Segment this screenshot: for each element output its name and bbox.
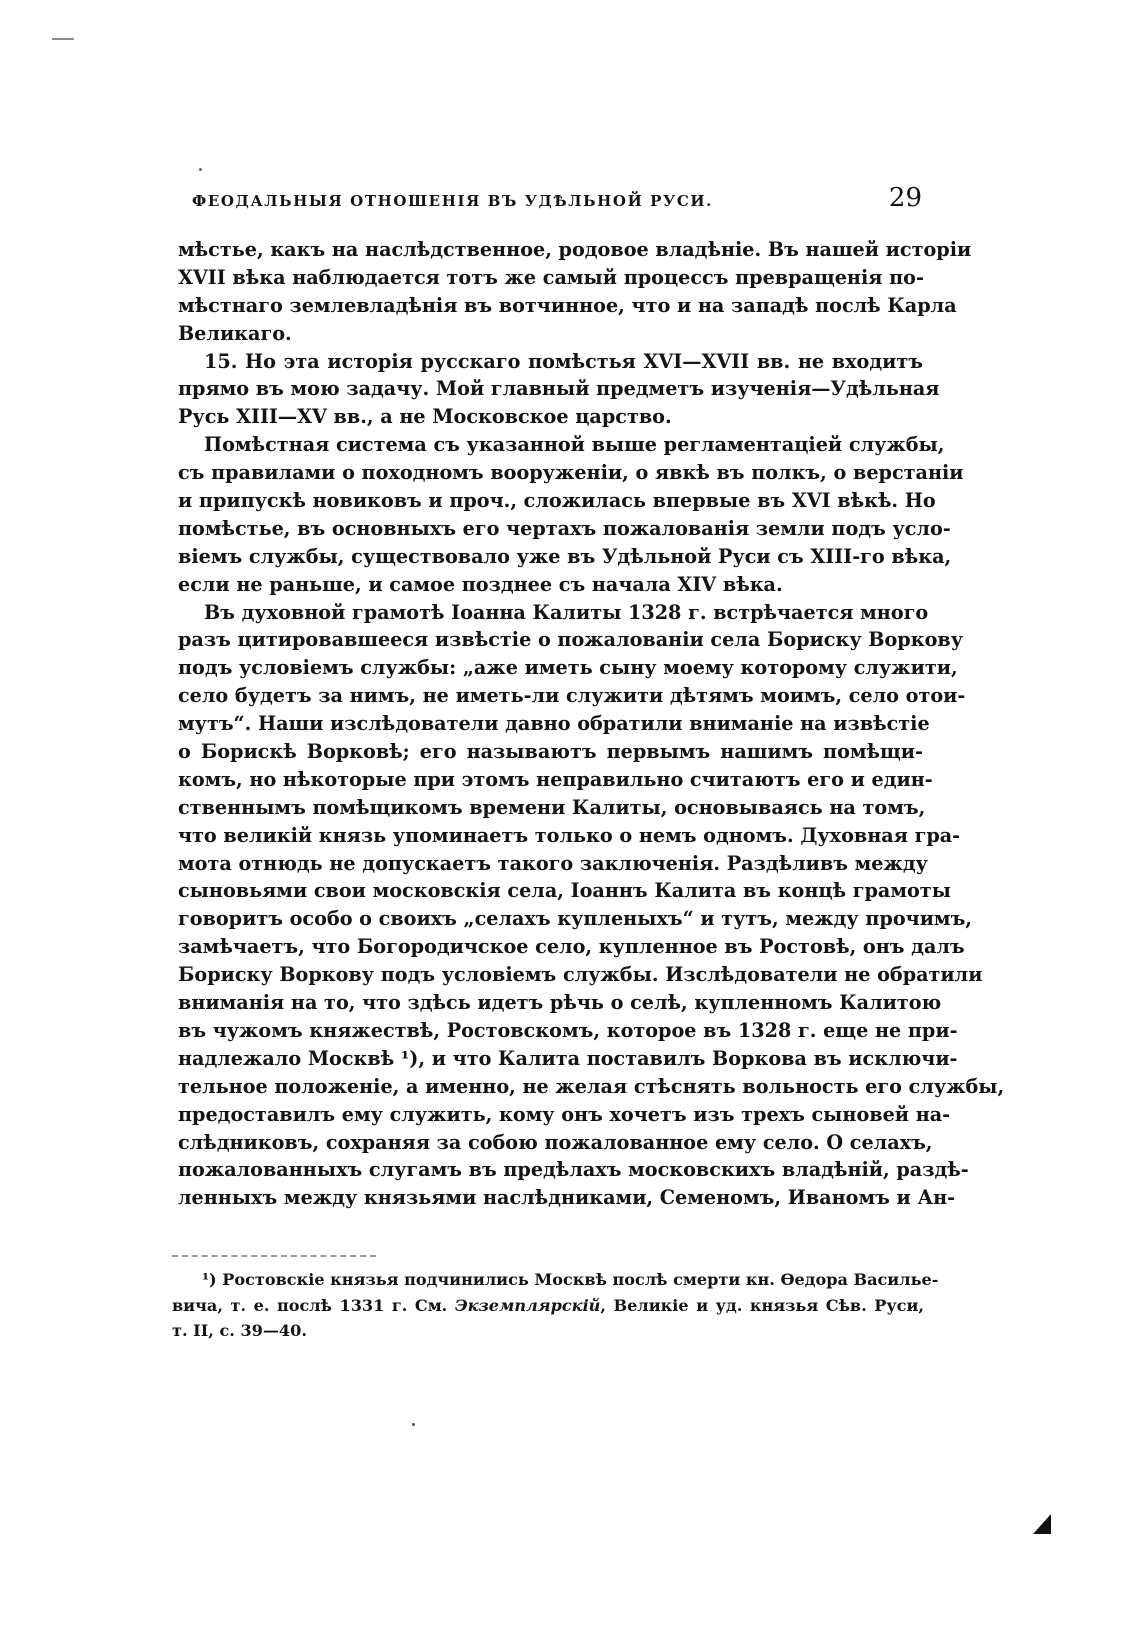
text-line: Русь XIII—XV вв., а не Московское царство.: [178, 405, 672, 429]
text-line: село будетъ за нимъ, не иметь-ли служити дѣтямъ моимъ, село отои-: [178, 684, 966, 708]
text-line: и припускѣ новиковъ и проч., сложилась впервые въ XVI вѣкѣ. Но: [178, 489, 936, 513]
footnote-rule: [172, 1255, 376, 1257]
text-line: віемъ службы, существовало уже въ Удѣльной Руси съ XIII-го вѣка,: [178, 544, 952, 568]
text-line: пожалованныхъ слугамъ въ предѣлахъ московскихъ владѣній, раздѣ-: [178, 1158, 969, 1182]
footnote: [172, 1267, 939, 1344]
text-line: ленныхъ между князьями наслѣдниками, Семеномъ, Иваномъ и Ан-: [178, 1186, 956, 1210]
text-line: разъ цитировавшееся извѣстіе о пожалованіи села Бориску Воркову: [178, 628, 963, 652]
text-line: въ чужомъ княжествѣ, Ростовскомъ, которое въ 1328 г. еще не при-: [178, 1018, 958, 1042]
text-line: Великаго.: [178, 321, 292, 345]
scan-corner-mark: [1033, 1514, 1051, 1534]
body-text: [178, 236, 1005, 1212]
text-line: если не раньше, и самое позднее съ начала XIV вѣка.: [178, 572, 783, 596]
text-line: мѣстье, какъ на наслѣдственное, родовое владѣніе. Въ нашей исторіи: [178, 238, 972, 261]
scan-dot-mark: [199, 168, 202, 171]
text-line: мѣстнаго землевладѣнія въ вотчинное, что и на западѣ послѣ Карла: [178, 293, 957, 317]
page-number: 29: [888, 183, 922, 213]
text-line: Въ духовной грамотѣ Іоанна Калиты 1328 г. встрѣчается много: [204, 600, 929, 624]
footnote-line: [172, 1293, 924, 1319]
text-line: предоставилъ ему служить, кому онъ хочетъ изъ трехъ сыновей на-: [178, 1102, 951, 1126]
footnote-text: , Великіе и уд. князья Сѣв. Руси,: [600, 1295, 924, 1315]
text-line: о Борискѣ Ворковѣ; его называютъ первымъ нашимъ помѣщи-: [178, 740, 923, 764]
footnote-line: т. II, с. 39—40.: [172, 1321, 307, 1340]
text-line: говоритъ особо о своихъ „селахъ купленыхъ“ и тутъ, между прочимъ,: [178, 907, 972, 931]
text-line: мутъ“. Наши изслѣдователи давно обратили вниманіе на извѣстіе: [178, 712, 930, 736]
text-line: 15. Но эта исторія русскаго помѣстья XVI—XVII вв. не входитъ: [204, 349, 923, 373]
text-line: подъ условіемъ службы: „аже иметь сыну моему которому служити,: [178, 656, 958, 680]
text-line: ственнымъ помѣщикомъ времени Калиты, основываясь на томъ,: [178, 795, 926, 819]
text-line: комъ, но нѣкоторые при этомъ неправильно считаютъ его и един-: [178, 767, 933, 791]
running-title: ФЕОДАЛЬНЫЯ ОТНОШЕНІЯ ВЪ УДѢЛЬНОЙ РУСИ.: [192, 192, 713, 210]
text-line: Бориску Воркову подъ условіемъ службы. Изслѣдователи не обратили: [178, 963, 983, 987]
text-line: тельное положеніе, а именно, не желая стѣснять вольность его службы,: [178, 1074, 1005, 1098]
footnote-text: вича, т. е. послѣ 1331 г. См.: [172, 1295, 455, 1315]
text-line: слѣдниковъ, сохраняя за собою пожалованное ему село. О селахъ,: [178, 1130, 933, 1154]
text-line: замѣчаетъ, что Богородичское село, купленное въ Ростовѣ, онъ далъ: [178, 935, 965, 959]
text-line: XVII вѣка наблюдается тотъ же самый процессъ превращенія по-: [178, 265, 924, 289]
text-line: помѣстье, въ основныхъ его чертахъ пожалованія земли подъ усло-: [178, 516, 951, 540]
scan-dot-mark: [412, 1423, 415, 1426]
text-line: мота отнюдь не допускаетъ такого заключенія. Раздѣливъ между: [178, 851, 928, 875]
footnote-author: Экземплярскій: [454, 1295, 601, 1315]
text-line: прямо въ мою задачу. Мой главный предметъ изученія—Удѣльная: [178, 377, 940, 401]
text-line: сыновьями свои московскія села, Іоаннъ Калита въ концѣ грамоты: [178, 879, 951, 903]
text-line: Помѣстная система съ указанной выше регламентаціей службы,: [204, 433, 945, 457]
text-line: вниманія на то, что здѣсь идетъ рѣчь о селѣ, купленномъ Калитою: [178, 991, 942, 1015]
running-head: [185, 181, 925, 221]
footnote-line: ¹) Ростовскіе князья подчинились Москвѣ послѣ смерти кн. Ѳедора Васильe-: [202, 1270, 939, 1289]
scan-dash-mark: [52, 38, 74, 40]
text-line: надлежало Москвѣ ¹), и что Калита поставилъ Воркова въ исключи-: [178, 1046, 958, 1070]
text-line: съ правилами о походномъ вооруженіи, о явкѣ въ полкъ, о верстаніи: [178, 461, 964, 485]
text-line: что великій князь упоминаетъ только о немъ одномъ. Духовная гра-: [178, 823, 961, 847]
